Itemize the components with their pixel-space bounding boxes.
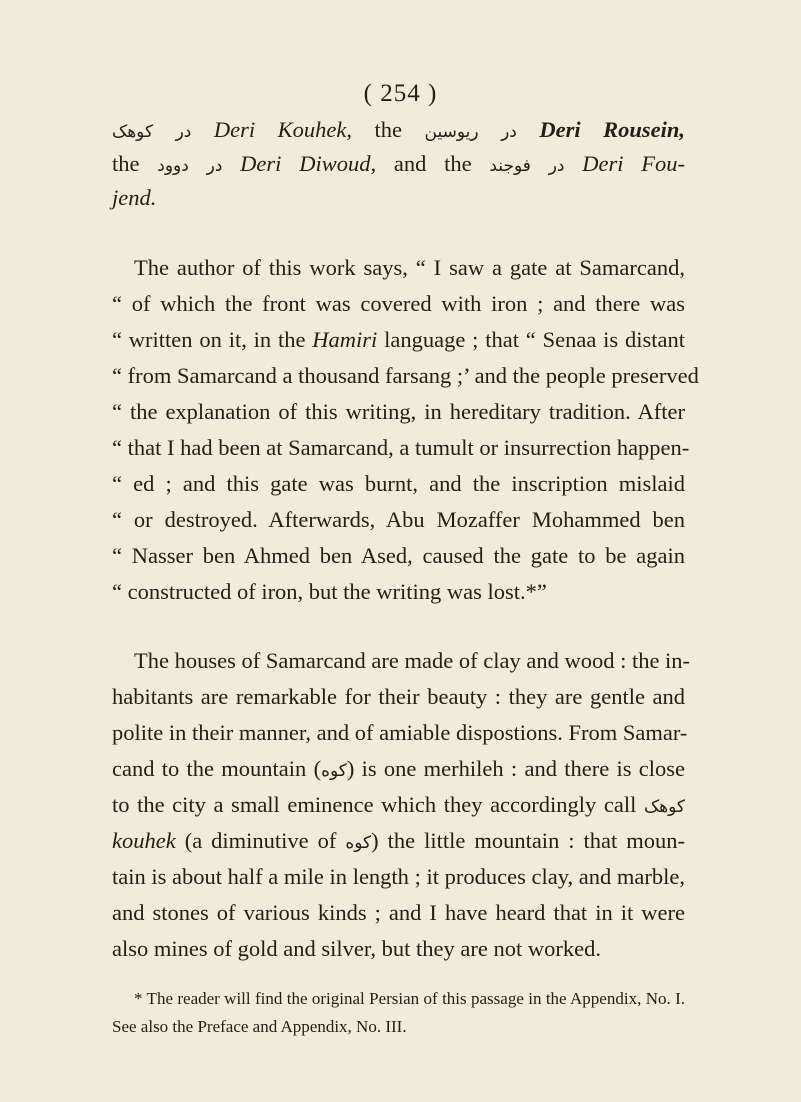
text-line <box>112 577 685 607</box>
text-line <box>112 898 685 928</box>
text-line <box>112 862 685 892</box>
persian-word: کوه <box>321 761 347 781</box>
text-segment: and stones of various kinds ; and I have heard that in it were <box>112 900 685 925</box>
text-line <box>112 149 685 181</box>
text-segment: language ; that “ Senaa is distant <box>377 327 685 352</box>
persian-word: ریوسین <box>424 122 479 142</box>
text-line <box>112 433 690 463</box>
text-line <box>112 469 685 499</box>
text-segment: the <box>112 151 158 176</box>
text-line <box>134 253 685 283</box>
text-line <box>112 790 685 822</box>
text-line <box>112 505 685 535</box>
text-segment: to the city a small eminence which they accordingly call <box>112 792 644 817</box>
text-line <box>112 754 685 786</box>
persian-word: دوود <box>157 156 189 176</box>
text-segment: (a diminutive of <box>175 828 346 853</box>
text-segment: The houses of Samarcand are made of clay and wood : the in- <box>134 648 691 673</box>
text-line <box>112 934 685 964</box>
text-segment: * The reader will find the original Persian of this passage in the Appendix, No. I. <box>134 989 685 1008</box>
text-line <box>112 718 688 748</box>
text-segment: “ written on it, in the <box>112 327 313 352</box>
page-number: ( 254 ) <box>363 80 438 107</box>
text-segment <box>189 151 207 176</box>
text-segment: polite in their manner, and of amiable dispostions. From Samar- <box>112 720 688 745</box>
text-segment: See also the Preface and Appendix, No. III. <box>112 1017 407 1036</box>
text-segment: the <box>351 117 425 142</box>
bold-italic-text: Deri Rousein, <box>516 117 686 142</box>
text-line <box>112 541 685 571</box>
persian-word: فوجند <box>489 156 531 176</box>
text-line <box>112 183 685 213</box>
italic-text: kouhek <box>112 828 176 853</box>
text-line <box>112 115 685 147</box>
persian-word: کوهک <box>643 797 685 817</box>
text-segment <box>531 151 549 176</box>
persian-word: در <box>206 156 223 176</box>
footnote-line <box>134 987 685 1011</box>
text-segment: “ constructed of iron, but the writing was lost.*” <box>112 579 547 604</box>
text-segment: “ the explanation of this writing, in hereditary tradition. After <box>112 399 685 424</box>
text-line <box>112 397 685 427</box>
footnote-line <box>112 1015 685 1039</box>
text-segment: “ that I had been at Samarcand, a tumult or insurrection happen- <box>112 435 690 460</box>
text-line <box>112 361 699 391</box>
persian-word: در <box>175 122 192 142</box>
italic-text: Deri Kouhek, <box>191 117 352 142</box>
text-segment: The author of this work says, “ I saw a gate at Samarcand, <box>134 255 685 280</box>
text-segment: habitants are remarkable for their beauty : they are gentle and <box>112 684 685 709</box>
text-segment: “ from Samarcand a thousand farsang ;’ and the people preserved <box>112 363 699 388</box>
text-line <box>112 289 685 319</box>
persian-word: کوه <box>345 833 372 853</box>
text-segment: “ or destroyed. Afterwards, Abu Mozaffer Mohammed ben <box>112 507 685 532</box>
text-segment: also mines of gold and silver, but they are not worked. <box>112 936 601 961</box>
text-line <box>112 325 685 355</box>
italic-text: Hamiri <box>312 327 378 352</box>
text-segment: and the <box>376 151 490 176</box>
persian-word: در <box>501 122 517 142</box>
text-segment: cand to the mountain ( <box>112 756 322 781</box>
text-segment: ) the little mountain : that moun- <box>371 828 685 853</box>
italic-text: Deri Diwoud, <box>222 151 377 176</box>
text-line <box>112 826 685 858</box>
text-segment: “ of which the front was covered with iron ; and there was <box>112 291 685 316</box>
persian-word: کوهک <box>112 122 154 142</box>
text-segment <box>153 117 176 142</box>
text-segment: tain is about half a mile in length ; it produces clay, and marble, <box>112 864 685 889</box>
persian-word: در <box>548 156 565 176</box>
text-line <box>112 682 685 712</box>
italic-text: Deri Fou- <box>564 151 686 176</box>
text-segment: “ ed ; and this gate was burnt, and the inscription mislaid <box>112 471 685 496</box>
text-segment <box>479 117 502 142</box>
text-segment: “ Nasser ben Ahmed ben Ased, caused the gate to be again <box>112 543 685 568</box>
text-line <box>134 646 691 676</box>
italic-text: jend. <box>112 185 157 210</box>
text-segment: ) is one merhileh : and there is close <box>346 756 685 781</box>
